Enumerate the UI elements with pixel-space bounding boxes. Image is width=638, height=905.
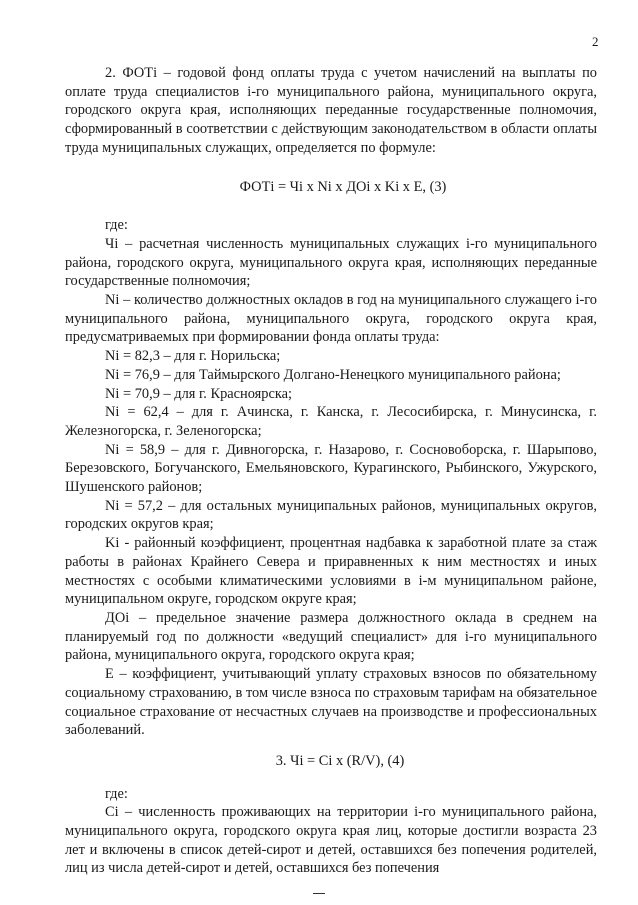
definition-k: Ki - районный коэффициент, процентная надбавка к заработной плате за стаж работы в районах Крайнего Севера и приравненных к ним местностях и иных местностях с особыми климатическими условиями в i-м муниципальном районе, муниципальном округе, городском округе края;	[65, 535, 597, 608]
definition-e: Е – коэффициент, учитывающий уплату страховых взносов по обязательному социальному страхованию, в том числе взноса по страховым тарифам на обязательное социальное страхование от несчастных случаев на производстве и профессиональных заболеваний.	[65, 666, 597, 739]
definition-n: Ni – количество должностных окладов в год на муниципального служащего i-го муниципального района, муниципального округа, городского округа края, предусматриваемых при формировании фонда оплаты труда:	[65, 292, 597, 346]
n-value-57-2: Ni = 57,2 – для остальных муниципальных районов, муниципальных округов, городских округов края;	[65, 497, 597, 533]
n-value-krasnoyarsk: Ni = 70,9 – для г. Красноярска;	[105, 385, 293, 402]
document-body	[65, 64, 597, 878]
definition-c: Ci – численность проживающих на территории i-го муниципального района, муниципального округа, городского округа края лиц, которые достигли возраста 23 лет и включены в список детей-сирот и детей, оставшихся без попечения родителей, лиц из числа детей-сирот и детей, оставшихся без попечения	[65, 804, 597, 877]
n-value-58-9: Ni = 58,9 – для г. Дивногорска, г. Назарово, г. Сосновоборска, г. Шарыпово, Березовского, Богучанского, Емельяновского, Курагинского, Рыбинского, Ужурского, Шушенского районов;	[65, 441, 597, 496]
definition-ch: Чi – расчетная численность муниципальных служащих i-го муниципального района, городского округа, муниципального округа края, исполняющих переданные государственные полномочия;	[65, 235, 597, 290]
n-value-taimyr: Ni = 76,9 – для Таймырского Долгано-Ненецкого муниципального района;	[105, 366, 561, 383]
where-label-1: где:	[105, 217, 128, 234]
section-2-intro: 2. ФОТi – годовой фонд оплаты труда с учетом начислений на выплаты по оплате труда специалистов i-го муниципального района, муниципального округа, городского округа края, исполняющих переданные государственные полномочия, сформированный в соответствии с действующим законодательством в области оплаты труда муниципальных служащих, определяется по формуле:	[65, 65, 597, 156]
formula-4: 3. Чi = Ci x (R/V), (4)	[275, 752, 405, 769]
page-number: 2	[592, 34, 599, 49]
n-value-62-4: Ni = 62,4 – для г. Ачинска, г. Канска, г. Лесосибирска, г. Минусинска, г. Железногорска, г. Зеленогорска;	[65, 404, 597, 439]
page-bottom-mark	[313, 893, 325, 894]
formula-3: ФОТi = Чi x Ni x ДОi x Ki x E, (3)	[239, 178, 447, 195]
where-label-2: где:	[105, 785, 128, 802]
n-value-norilsk: Ni = 82,3 – для г. Норильска;	[105, 348, 281, 365]
definition-do: ДОi – предельное значение размера должностного оклада в среднем на планируемый год по должности «ведущий специалист» для i-го муниципального района, муниципального округа, городского округа края;	[65, 609, 597, 664]
